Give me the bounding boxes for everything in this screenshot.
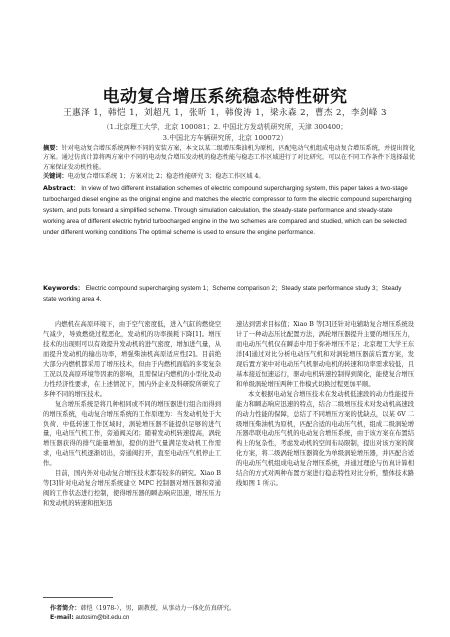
keywords-chinese [43,172,415,181]
body-paragraph: 内燃机在高原环境下，由于空气密度低，进入气缸的燃烧空气减少，导致燃烧过程恶化，发动机的功率损耗下降[1]。增压技术的出现则可以有效提升发动机的进气密度，增加进气量，从而提升发动机的输出功率，增强柴油机高原适应性[2]。目前绝大部分内燃机都采用了增压技术，但由于内燃机面临的多变复杂工况以及高原环境等因素的影响，且需保证内燃机的小型化及动力性经济性要求，在上述情况下，国内外企业及科研院所研究了多种不同的增压技术。 [43,321,221,398]
keywords-label: 关键词： [43,173,68,180]
body-paragraph: 复合增压系统是将几种相同或不同的增压器进行组合而得到的增压系统，电动复合增压系统的工作原理为：当发动机处于大负荷、中低转速工作区域时，涡轮增压器不能提供足够的进气量，电动压气机工作，旁通阀关闭；随着发动机转速提高，涡轮增压器获得的排气能量增加，提供的进气量满足发动机工作需求，电动压气机逐渐切出，旁通阀打开，直至电动压气机停止工作。 [43,400,221,468]
abstract-text: 针对电动复合增压系统两种不同的安装方案，本文以某二级增压柴油机为原机，匹配电动气机组成电动复合增压系统，并提出简化方案。通过仿真计算将两方案中不同的电动复合增压发动机的稳态性能与稳态工作区域进行了对比研究，可以在不同工作条件下选择最优方案保证发动机性能。 [43,145,416,171]
abstract-en-text: In view of two different installation schemes of electric compound supercharging system, this paper takes a two-stage turbocharged diesel engine as the original engine and matches the electric compressor to form the electric compound supercharging system, and puts forward a simplified scheme. Through simulation calculation, the steady-state performance and steady-state working area of different electric hybrid turbocharged engine in the two schemes are compared and studied, which can be selected under different working conditions The optimal scheme is used to ensure the engine performance. [43,185,412,236]
keywords-text: 电动复合增压系统 1；方案对比 2；稳态性能研究 3；稳态工作区域 4。 [67,173,265,180]
body-column-left [43,320,221,509]
author-bio-text: 韩恺（1978-），男，副教授，从事动力一体化仿真研究。 [80,605,236,612]
abstract-en-label: Abstract： [43,185,80,192]
body-paragraph: 目前，国内外对电动复合增压技术都有较多的研究。Xiao B 等[3]针对电动复合增压系统建立 MPC 控制器对增压器和旁通阀的工作状态进行控制，使得增压器的瞬态响应迅速，增压压力和发动机的转速和扭矩迅 [43,470,221,508]
keywords-english [43,284,415,305]
body-paragraph: 本文根据电动复合增压技术在发动机低速段的动力性能提升能力和瞬态响应迅速的特点，结合二级增压技术对发动机高速段的动力性能的保障，总结了不同增压方案的优缺点，以某 6V 二级增压柴油机为原机，匹配合适的电动压气机，组成二级涡轮增压器串联电动压气机的电动复合增压系统，由于该方案在布置结构上的复杂性，考虑发动机的空间布局限制，提出对该方案的简化方案，将二级涡轮增压器简化为单级涡轮增压器，并匹配合适的电动压气机组成电动复合增压系统，并通过理论与仿真计算相结合的方式对两种布置方案进行稳态特性对比分析，整体技术路线如图 1 所示。 [236,390,414,488]
body-paragraph: 速达到需求目标值；Xiao B 等[3]还针对电辅助复合增压系统设计了一种动态压比配置方法，涡轮增压器提升主要的增压压力，而电动压气机仅在瞬态中用于弥补增压不足；北京理工大学王东洋[4]通过对比分析电动压气机和对涡轮增压器前后置方案，发现后置方案中对电动压气机驱动电机的转速和功率需求较低，且基本接近恒速运行，驱动电机转速控制得到简化，能使复合增压和单级涡轮增压两种工作模式切换过程更加平顺。 [236,321,414,388]
author-list: 王惠泽 1，韩恺 1，刘超凡 1，张昕 1，韩俊涛 1，梁永森 2，曹杰 2，李剑峰 3 [63,108,387,118]
keywords-en-label: Keywords： [43,285,84,292]
author-bio-label: 作者简介： [50,605,81,612]
author-bio-footnote [50,603,235,612]
abstract-label: 摘要： [43,145,62,152]
abstract-english [43,184,415,239]
affiliation-line-1: （1.北京理工大学，北京 100081；2. 中国北方发动机研究所，天津 300400； [102,123,348,131]
abstract-chinese [43,144,415,172]
email-footnote [50,614,129,621]
footnote-divider [43,597,113,598]
email-label: E-mail: [50,614,74,621]
paper-title: 电动复合增压系统稳态特性研究 [102,87,348,107]
affiliation-line-2: 3.中国北方车辆研究所，北京 100072） [162,134,288,142]
email-address: autosim@bit.edu.cn [75,614,130,621]
body-column-right [236,320,414,489]
keywords-en-text: Electric compound supercharging system 1；Scheme comparison 2；Steady state performance study 3；Steady state working area 4. [43,285,402,303]
